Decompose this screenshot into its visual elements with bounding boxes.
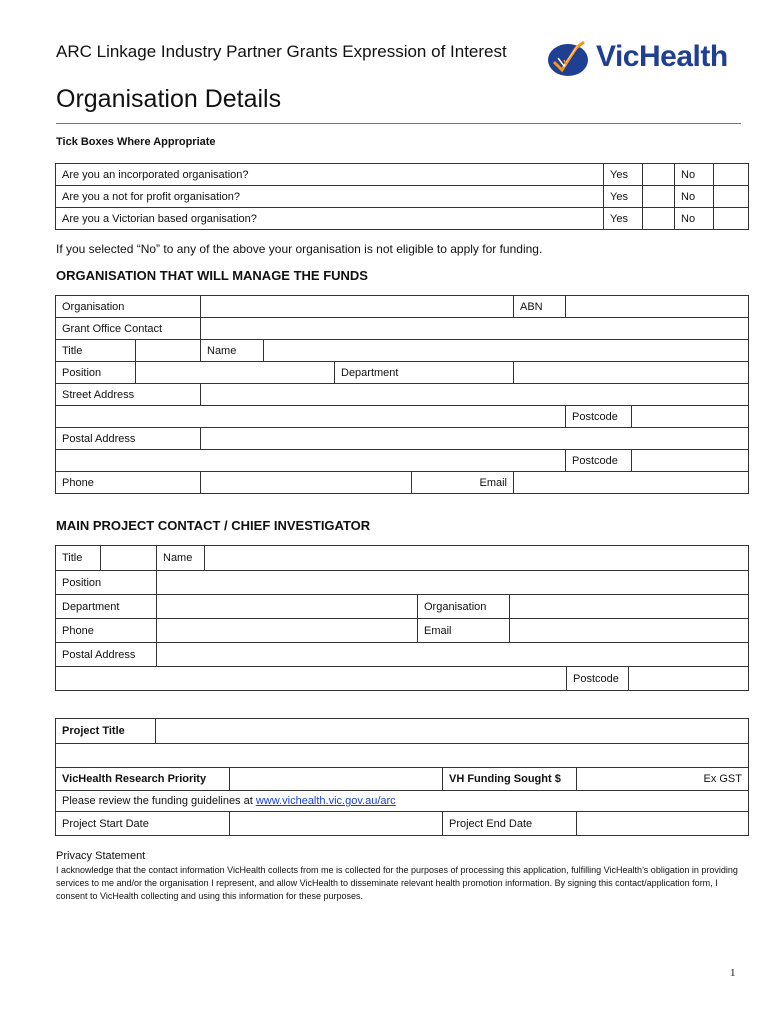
department-field[interactable]: [157, 595, 418, 619]
guidelines-link[interactable]: www.vichealth.vic.gov.au/arc: [255, 795, 396, 807]
table-row: [56, 571, 749, 595]
eligibility-note: If you selected “No” to any of the above your organisation is not eligible to apply for funding.: [56, 242, 543, 256]
project-table: [55, 718, 749, 836]
name-label: Name: [201, 340, 264, 362]
page-title: Organisation Details: [56, 85, 282, 113]
research-priority-label: VicHealth Research Priority: [56, 768, 230, 791]
abn-label: ABN: [514, 296, 566, 318]
project-title-line-2[interactable]: [56, 744, 749, 768]
table-row: [56, 208, 749, 230]
table-row: [56, 384, 749, 406]
funding-sought-label: VH Funding Sought $: [443, 768, 577, 791]
postal-address-line-2[interactable]: [56, 667, 567, 691]
end-date-field[interactable]: [577, 812, 749, 836]
table-row: [56, 768, 749, 791]
postal-address-label: Postal Address: [56, 643, 157, 667]
project-title-label: Project Title: [56, 719, 156, 744]
question-not-for-profit: Are you a not for profit organisation?: [56, 186, 604, 208]
no-label: No: [675, 186, 714, 208]
postcode-label: Postcode: [567, 667, 629, 691]
postcode-field[interactable]: [629, 667, 749, 691]
title-label: Title: [56, 546, 101, 571]
table-row: [56, 744, 749, 768]
no-label: No: [675, 164, 714, 186]
yes-checkbox[interactable]: [643, 186, 675, 208]
eligibility-table: [55, 163, 749, 230]
tick-boxes-heading: Tick Boxes Where Appropriate: [56, 136, 216, 148]
email-field[interactable]: [510, 619, 749, 643]
start-date-field[interactable]: [230, 812, 443, 836]
postal-postcode-field[interactable]: [632, 450, 749, 472]
table-row: [56, 362, 749, 384]
no-checkbox[interactable]: [714, 164, 749, 186]
vichealth-logo-icon: [546, 38, 594, 78]
yes-label: Yes: [604, 186, 643, 208]
funding-sought-field[interactable]: [577, 768, 749, 791]
email-field[interactable]: [514, 472, 749, 494]
postcode-label: Postcode: [566, 450, 632, 472]
email-label: Email: [418, 619, 510, 643]
no-checkbox[interactable]: [714, 186, 749, 208]
privacy-statement: I acknowledge that the contact information VicHealth collects from me is collected for the purposes of processing this application, fulfilling VicHealth’s obligation in providing services to me and/or the organisation I represent, and allow VicHealth to disseminate relevant health promotion information. By signing this contact/application form, I consent to VicHealth collecting and using this information for these purposes.: [56, 865, 738, 901]
page-number: 1: [730, 967, 736, 979]
org-section-heading: ORGANISATION THAT WILL MANAGE THE FUNDS: [56, 268, 368, 283]
abn-field[interactable]: [566, 296, 749, 318]
phone-field[interactable]: [201, 472, 412, 494]
phone-field[interactable]: [157, 619, 418, 643]
position-label: Position: [56, 362, 136, 384]
postal-address-label: Postal Address: [56, 428, 201, 450]
project-title-field[interactable]: [156, 719, 749, 744]
research-priority-field[interactable]: [230, 768, 443, 791]
table-row: [56, 340, 749, 362]
table-row: [56, 546, 749, 571]
position-label: Position: [56, 571, 157, 595]
table-row: [56, 643, 749, 667]
street-address-label: Street Address: [56, 384, 201, 406]
name-field[interactable]: [264, 340, 749, 362]
end-date-label: Project End Date: [443, 812, 577, 836]
table-row: [56, 719, 749, 744]
name-field[interactable]: [205, 546, 749, 571]
title-label: Title: [56, 340, 136, 362]
title-field[interactable]: [101, 546, 157, 571]
table-row: [56, 296, 749, 318]
grant-office-contact-field[interactable]: [201, 318, 749, 340]
phone-label: Phone: [56, 472, 201, 494]
yes-checkbox[interactable]: [643, 164, 675, 186]
name-label: Name: [157, 546, 205, 571]
start-date-label: Project Start Date: [56, 812, 230, 836]
table-row: [56, 472, 749, 494]
vichealth-logo: [546, 38, 742, 80]
postal-address-field[interactable]: [201, 428, 749, 450]
phone-label: Phone: [56, 619, 157, 643]
department-field[interactable]: [514, 362, 749, 384]
table-row: [56, 450, 749, 472]
department-label: Department: [56, 595, 157, 619]
organisation-field[interactable]: [510, 595, 749, 619]
yes-label: Yes: [604, 164, 643, 186]
organisation-label: Organisation: [418, 595, 510, 619]
guidelines-text: Please review the funding guidelines at: [62, 795, 256, 807]
question-incorporated: Are you an incorporated organisation?: [56, 164, 604, 186]
question-victorian-based: Are you a Victorian based organisation?: [56, 208, 604, 230]
position-field[interactable]: [157, 571, 749, 595]
department-label: Department: [335, 362, 514, 384]
logo-text: VicHealth: [596, 40, 728, 73]
privacy-heading: Privacy Statement: [56, 850, 146, 862]
table-row: [56, 667, 749, 691]
organisation-label: Organisation: [56, 296, 201, 318]
table-row: [56, 791, 749, 812]
no-label: No: [675, 208, 714, 230]
postcode-label: Postcode: [566, 406, 632, 428]
postal-address-field[interactable]: [157, 643, 749, 667]
no-checkbox[interactable]: [714, 208, 749, 230]
postal-address-line-2[interactable]: [56, 450, 566, 472]
contact-table: [55, 545, 749, 691]
document-title: ARC Linkage Industry Partner Grants Expression of Interest: [56, 42, 507, 61]
table-row: [56, 406, 749, 428]
grant-office-contact-label: Grant Office Contact: [56, 318, 201, 340]
street-address-line-2[interactable]: [56, 406, 566, 428]
title-field[interactable]: [136, 340, 201, 362]
street-address-field[interactable]: [201, 384, 749, 406]
table-row: [56, 186, 749, 208]
street-postcode-field[interactable]: [632, 406, 749, 428]
title-divider: [56, 123, 741, 124]
yes-checkbox[interactable]: [643, 208, 675, 230]
yes-label: Yes: [604, 208, 643, 230]
table-row: [56, 619, 749, 643]
table-row: [56, 428, 749, 450]
table-row: [56, 164, 749, 186]
position-field[interactable]: [136, 362, 335, 384]
organisation-table: [55, 295, 749, 494]
ex-gst-label: Ex GST: [703, 773, 742, 785]
table-row: [56, 595, 749, 619]
guidelines-note: [56, 791, 749, 812]
email-label: Email: [412, 472, 514, 494]
organisation-field[interactable]: [201, 296, 514, 318]
table-row: [56, 812, 749, 836]
contact-section-heading: MAIN PROJECT CONTACT / CHIEF INVESTIGATOR: [56, 518, 371, 533]
table-row: [56, 318, 749, 340]
